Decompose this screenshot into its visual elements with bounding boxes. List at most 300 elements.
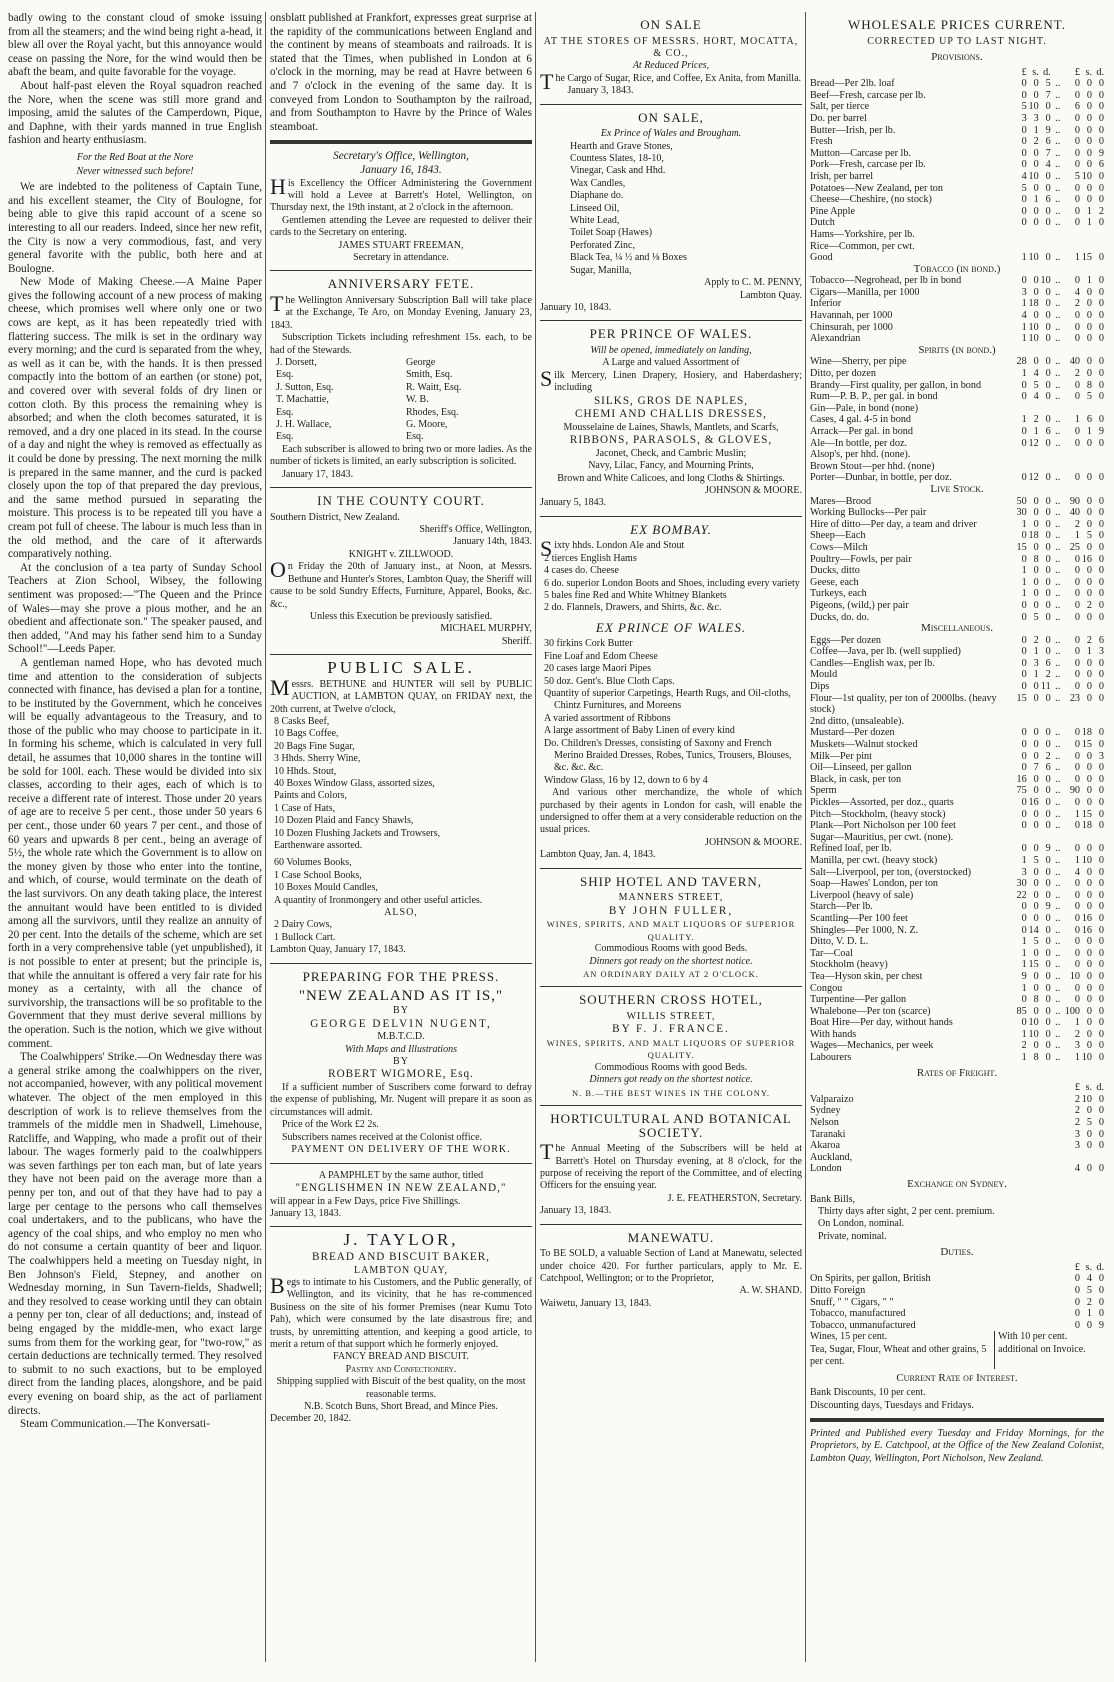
price-row: [810, 496, 1104, 508]
price-separator: ..: [1055, 321, 1061, 333]
price-value: 0: [1033, 750, 1039, 762]
price-value: 4: [1021, 310, 1027, 322]
price-separator: ..: [1055, 78, 1061, 90]
price-value: 0: [1098, 391, 1104, 403]
price-value: 0: [1021, 472, 1027, 484]
price-row: [810, 507, 1104, 519]
price-value: 0: [1045, 205, 1051, 217]
price-value: 0: [1098, 298, 1104, 310]
price-value: 5: [1021, 101, 1027, 113]
price-value: 0: [1074, 565, 1080, 577]
price-value: 2: [1021, 1040, 1027, 1052]
notice-body: His Excellency the Officer Administering the Government will hold a Levee at Barrett's Hotel, Wellington, on Thursday next, the 19th instant, at 2 o'clock in the afternoon.: [270, 173, 532, 214]
price-row: [810, 1017, 1104, 1029]
sale-item: 10 Dozen Plaid and Fancy Shawls,: [274, 815, 414, 827]
price-separator: ..: [1055, 588, 1061, 600]
price-row: [810, 948, 1104, 960]
sale-item: 2 do. Flannels, Drawers, and Shirts, &c. &c.: [544, 602, 722, 614]
price-value: 0: [1086, 669, 1092, 681]
price-value: 8: [1033, 1052, 1039, 1064]
price-separator: ..: [1055, 970, 1061, 982]
price-value: 0: [1074, 333, 1080, 345]
price-value: 0: [1086, 1028, 1092, 1040]
price-row: [810, 646, 1104, 658]
sale-item: Countess Slates, 18-10,: [570, 153, 664, 165]
price-value: 0: [1086, 866, 1092, 878]
manewatu-notice: [540, 1231, 802, 1311]
price-value: 1: [1021, 1052, 1027, 1064]
price-label: Scantling—Per 100 feet: [810, 912, 908, 924]
price-value: [1065, 403, 1080, 415]
price-value: 15: [1081, 739, 1092, 751]
price-value: 0: [1045, 1040, 1051, 1052]
notice-body: Dinners got ready on the shortest notice.: [589, 955, 753, 967]
price-separator: ..: [1055, 414, 1061, 426]
duty-line: Wines, 15 per cent.: [810, 1331, 888, 1343]
on-sale-notice: [540, 111, 802, 315]
price-value: 0: [1045, 217, 1051, 229]
price-value: 0: [1098, 762, 1104, 774]
column-rule: [265, 12, 266, 1662]
sale-item: Diaphane do.: [570, 190, 624, 202]
price-value: 3: [1021, 866, 1027, 878]
price-row: [810, 113, 1104, 125]
sale-item: A varied assortment of Ribbons: [544, 712, 671, 724]
price-value: 9: [1045, 901, 1051, 913]
price-value: 0: [1045, 495, 1051, 507]
price-value: 1: [1021, 252, 1027, 264]
notice-body: To BE SOLD, a valuable Section of Land at Manewatu, selected under choice 420. For further particulars, apply to Mr. E. Catchpool, Wellington; or to the Proprietor,: [540, 1248, 802, 1284]
price-value: 0: [1086, 1128, 1092, 1140]
price-value: 0: [1033, 681, 1039, 693]
price-value: 0: [1098, 518, 1104, 530]
price-value: 0: [1086, 947, 1092, 959]
price-value: 0: [1045, 530, 1051, 542]
author-degree: M.B.T.C.D.: [377, 1031, 425, 1043]
steward: J. H. Wallace, Esq.: [276, 419, 332, 443]
price-row: [810, 669, 1104, 681]
price-row: [810, 449, 1104, 461]
price-value: 0: [1098, 1273, 1104, 1285]
price-row: [810, 183, 1104, 195]
price-separator: ..: [1055, 878, 1061, 890]
price-value: 9: [1098, 426, 1104, 437]
price-header: £: [1074, 1082, 1080, 1094]
price-value: 10: [1028, 1028, 1039, 1040]
ship-hotel-notice: [540, 875, 802, 981]
price-row: [810, 125, 1104, 137]
notice-body: Gentlemen attending the Levee are requested to deliver their cards to the Secretary on entering.: [270, 214, 532, 239]
price-value: 0: [1074, 321, 1080, 333]
price-value: 2: [1074, 368, 1080, 380]
price-value: 0: [1074, 379, 1080, 391]
price-value: 1: [1021, 333, 1027, 345]
price-value: 0: [1074, 1308, 1080, 1320]
price-value: 85: [1016, 1005, 1027, 1017]
price-value: 7: [1045, 147, 1051, 159]
price-value: 0: [1045, 391, 1051, 403]
sale-items: [270, 919, 532, 944]
price-value: [1065, 832, 1080, 844]
notice-signature: J. E. FEATHERSTON, Secretary.: [667, 1192, 802, 1204]
price-separator: ..: [1055, 217, 1061, 229]
price-value: 0: [1098, 89, 1104, 101]
price-value: 0: [1021, 391, 1027, 403]
price-value: 0: [1086, 124, 1092, 136]
price-separator: [1051, 716, 1065, 728]
price-value: 0: [1045, 947, 1051, 959]
price-line: Price of the Work £2 2s.: [282, 1119, 379, 1131]
price-header: d.: [1096, 66, 1104, 78]
divider: [270, 963, 532, 964]
price-value: [1039, 832, 1051, 844]
price-value: 1: [1021, 576, 1027, 588]
price-value: 1: [1074, 1052, 1080, 1064]
price-value: 0: [1045, 112, 1051, 124]
price-value: 0: [1098, 843, 1104, 855]
price-value: 0: [1074, 762, 1080, 774]
price-value: 1: [1074, 252, 1080, 264]
price-value: 12: [1028, 472, 1039, 484]
price-value: 8: [1033, 553, 1039, 565]
price-value: 0: [1098, 947, 1104, 959]
notice-body: Subscribers names received at the Colonist office.: [282, 1131, 483, 1143]
price-value: 2: [1033, 136, 1039, 148]
duty-line: Tea, Sugar, Flour, Wheat and other grains, 5 per cent.: [810, 1343, 987, 1368]
sale-items: [270, 716, 532, 907]
price-value: 0: [1021, 994, 1027, 1006]
price-separator: ..: [1055, 391, 1061, 403]
price-value: 0: [1045, 1005, 1051, 1017]
price-value: 0: [1045, 379, 1051, 391]
price-value: [1080, 449, 1092, 461]
price-value: 0: [1098, 333, 1104, 345]
price-separator: ..: [1055, 89, 1061, 101]
price-value: 6: [1098, 159, 1104, 171]
price-value: 90: [1069, 785, 1080, 797]
price-label: Wine—Sherry, per pipe: [810, 356, 907, 368]
sale-item: 20 cases large Maori Pipes: [544, 663, 652, 675]
news-paragraph: At the conclusion of a tea party of Sunday School Teachers at Zion School, Wibsey, the following sentiment was proposed:—"The Queen and the Prince of Wales—may she prove a pious mother, and he an obedient and affectionate son." The speaker paused, and then added, "And may his father send him to a Sunday School!"—Leeds Paper.: [8, 561, 262, 656]
sale-item: 40 Boxes Window Glass, assorted sizes,: [274, 777, 435, 789]
price-row: [810, 1117, 1104, 1129]
price-value: 0: [1045, 101, 1051, 113]
bombay-notice: [540, 523, 802, 862]
price-value: 0: [1033, 692, 1039, 704]
price-row: [810, 356, 1104, 368]
price-separator: ..: [1055, 159, 1061, 171]
price-value: 4: [1033, 368, 1039, 380]
price-value: 0: [1086, 78, 1092, 90]
interest-lines: [810, 1387, 1104, 1412]
price-value: 2: [1098, 205, 1104, 217]
price-label: Inferior: [810, 298, 842, 310]
price-value: 12: [1028, 437, 1039, 449]
price-value: 3: [1098, 750, 1104, 762]
levee-notice: [270, 150, 532, 264]
price-value: [1027, 229, 1039, 241]
price-row: [810, 298, 1104, 310]
verse-line: For the Red Boat at the Nore: [76, 151, 194, 163]
price-label: Stockholm (heavy): [810, 959, 888, 971]
price-separator: ..: [1055, 1017, 1061, 1029]
price-value: 1: [1033, 669, 1039, 681]
price-value: 0: [1098, 588, 1104, 600]
price-value: 5: [1086, 391, 1092, 403]
price-label: Mould: [810, 669, 838, 681]
price-value: 0: [1045, 588, 1051, 600]
price-value: 1: [1074, 530, 1080, 542]
price-label: Candles—English wax, per lb.: [810, 657, 935, 669]
price-value: 0: [1045, 1017, 1051, 1029]
sale-item: Linseed Oil,: [570, 202, 620, 214]
price-value: 0: [1098, 889, 1104, 901]
price-value: 0: [1045, 553, 1051, 565]
price-separator: ..: [1055, 124, 1061, 136]
price-value: 0: [1033, 727, 1039, 739]
price-separator: ..: [1055, 472, 1061, 484]
price-label: Potatoes—New Zealand, per ton: [810, 182, 943, 194]
price-value: 1: [1021, 947, 1027, 959]
price-separator: ..: [1055, 599, 1061, 611]
price-value: 2: [1033, 634, 1039, 646]
price-value: 0: [1098, 692, 1104, 704]
price-separator: ..: [1055, 518, 1061, 530]
notice-date: Lambton Quay, Jan. 4, 1843.: [540, 849, 656, 861]
press-notice: [270, 970, 532, 1221]
notice-body: Will be opened, immediately on landing,: [590, 344, 752, 356]
price-separator: ..: [1055, 368, 1061, 380]
price-value: 15: [1081, 808, 1092, 820]
price-value: 23: [1069, 692, 1080, 704]
price-value: 0: [1074, 681, 1080, 693]
price-value: [1092, 403, 1104, 415]
price-value: 0: [1086, 576, 1092, 588]
price-value: 0: [1098, 414, 1104, 426]
price-label: Shingles—Per 1000, N. Z.: [810, 924, 919, 936]
divider: [270, 140, 532, 144]
prices-subtitle: CORRECTED UP TO LAST NIGHT.: [867, 35, 1047, 47]
price-value: 0: [1074, 437, 1080, 449]
price-value: 10: [1040, 275, 1051, 287]
price-value: 0: [1086, 368, 1092, 380]
sale-item: Quantity of superior Carpetings, Hearth Rugs, and Oil-cloths, Chintz Furnitures, and Moreens: [544, 688, 791, 712]
steward: J. Sutton, Esq.: [276, 381, 334, 393]
price-value: 18: [1028, 298, 1039, 310]
price-value: 5: [1033, 854, 1039, 866]
divider: [540, 1105, 802, 1106]
on-sale-notice: [540, 18, 802, 98]
price-separator: [1051, 449, 1065, 461]
price-value: 2: [1033, 414, 1039, 426]
price-value: 0: [1074, 205, 1080, 217]
price-value: 5: [1086, 530, 1092, 542]
price-row: [810, 519, 1104, 531]
price-value: 0: [1045, 518, 1051, 530]
price-value: 0: [1098, 1105, 1104, 1117]
notice-subtitle: Ex Prince of Wales and Brougham.: [600, 128, 742, 140]
sale-item: 10 Hhds. Stout,: [274, 765, 337, 777]
price-label: Pigeons, (wild,) per pair: [810, 599, 909, 611]
price-value: 0: [1086, 356, 1092, 368]
price-value: 0: [1045, 576, 1051, 588]
price-label: Pork—Fresh, carcase per lb.: [810, 159, 926, 171]
notice-body: Messrs. BETHUNE and HUNTER will sell by PUBLIC AUCTION, at LAMBTON QUAY, on FRIDAY next, the 20th current, at Twelve o'clock,: [270, 674, 532, 715]
price-value: 0: [1074, 1273, 1080, 1285]
news-paragraph: Steam Communication.—The Konversati-: [20, 1418, 210, 1431]
illustrator-name: ROBERT WIGMORE, Esq.: [328, 1068, 474, 1081]
price-value: [1092, 832, 1104, 844]
price-separator: ..: [1055, 170, 1061, 182]
price-value: 0: [1074, 472, 1080, 484]
price-value: 30: [1016, 507, 1027, 519]
price-value: 4: [1086, 1273, 1092, 1285]
price-value: 8: [1086, 379, 1092, 391]
price-value: 10: [1028, 1017, 1039, 1029]
price-value: 0: [1098, 252, 1104, 264]
price-value: 0: [1074, 924, 1080, 936]
price-header: [810, 1262, 1068, 1274]
price-value: 4: [1021, 170, 1027, 182]
price-value: 5: [1045, 78, 1051, 90]
notice-body: Dinners got ready on the shortest notice.: [589, 1074, 753, 1086]
price-row: [810, 913, 1104, 925]
exchange-lines: [810, 1194, 1104, 1244]
price-value: 0: [1021, 217, 1027, 229]
price-value: [1065, 229, 1080, 241]
price-value: [1015, 403, 1027, 415]
price-header: d.: [1096, 1082, 1104, 1094]
price-value: 2: [1074, 1105, 1080, 1117]
price-value: 0: [1074, 1296, 1080, 1308]
price-value: 5: [1033, 611, 1039, 623]
price-value: 6: [1045, 136, 1051, 148]
price-label: Muskets—Walnut stocked: [810, 739, 918, 751]
column-rule: [535, 12, 536, 1662]
imprint: Printed and Published every Tuesday and Friday Mornings, for the Proprietors, by E. Catchpool, at the Office of the New Zealand Colonist, Lambton Quay, Wellington, Port Nicholson, New Zealand.: [810, 1428, 1104, 1464]
stewards-list: [270, 357, 532, 444]
notice-title: ANNIVERSARY FETE.: [327, 276, 475, 292]
price-row: [810, 554, 1104, 566]
price-value: 0: [1074, 889, 1080, 901]
steward: G. Moore, Esq.: [406, 419, 448, 443]
price-value: 0: [1086, 310, 1092, 322]
price-value: 14: [1028, 924, 1039, 936]
price-row: [810, 530, 1104, 542]
price-label: Working Bullocks—Per pair: [810, 507, 927, 519]
price-label: Ducks, do. do.: [810, 611, 870, 623]
sale-item: 4 cases do. Cheese: [544, 565, 619, 577]
price-value: 0: [1045, 994, 1051, 1006]
price-value: 0: [1098, 310, 1104, 322]
by-label: BY: [393, 1005, 409, 1017]
price-value: 0: [1074, 124, 1080, 136]
price-label: Black, in cask, per ton: [810, 773, 902, 785]
notice-body: Unless this Execution be previously satisfied.: [309, 610, 493, 622]
price-value: 0: [1033, 205, 1039, 217]
price-separator: ..: [1055, 275, 1061, 287]
price-separator: ..: [1055, 611, 1061, 623]
price-value: 0: [1033, 866, 1039, 878]
price-value: 0: [1033, 878, 1039, 890]
price-separator: ..: [1055, 657, 1061, 669]
steward: J. Dorsett, Esq.: [276, 357, 317, 381]
price-separator: ..: [1055, 808, 1061, 820]
price-label: Hams—Yorkshire, per lb.: [810, 228, 915, 240]
notice-body: N. B.—THE BEST WINES IN THE COLONY.: [572, 1087, 770, 1098]
price-value: 0: [1086, 1140, 1092, 1152]
price-value: 0: [1021, 820, 1027, 832]
divider: [810, 1418, 1104, 1422]
notice-date: January 16, 1843.: [360, 163, 442, 176]
price-value: 0: [1045, 170, 1051, 182]
price-separator: [1051, 832, 1065, 844]
news-paragraph: About half-past eleven the Royal squadron reached the Nore, when the scene was still more grand and imposing, amid the salutes of the Camperdown, Pique, and Daphne, with their yards manned in true English fashion and hearty enthusiasm.: [8, 79, 262, 147]
section-heading: Exchange on Sydney.: [907, 1178, 1007, 1190]
price-value: 0: [1098, 866, 1104, 878]
price-row: [810, 832, 1104, 844]
column-prices: [810, 12, 1104, 1662]
price-row: [810, 380, 1104, 392]
notice-date: January 5, 1843.: [540, 497, 607, 509]
price-value: 0: [1045, 356, 1051, 368]
price-row: [810, 159, 1104, 171]
price-separator: ..: [1055, 646, 1061, 658]
price-row: [810, 252, 1104, 264]
price-value: [1027, 241, 1039, 253]
price-row: [810, 461, 1104, 473]
price-value: 5: [1033, 936, 1039, 948]
price-value: 18: [1028, 530, 1039, 542]
price-value: 0: [1086, 681, 1092, 693]
notice-place: MANNERS STREET,: [618, 892, 724, 904]
price-value: 2: [1074, 1028, 1080, 1040]
price-row: [810, 217, 1104, 229]
price-label: With hands: [810, 1028, 857, 1040]
price-separator: ..: [1055, 669, 1061, 681]
price-value: 0: [1098, 611, 1104, 623]
price-row: [810, 809, 1104, 821]
price-value: 4: [1045, 159, 1051, 171]
price-value: [1092, 1152, 1104, 1164]
price-value: 0: [1045, 808, 1051, 820]
price-value: 0: [1098, 507, 1104, 519]
price-value: 0: [1021, 78, 1027, 90]
price-label: Manilla, per cwt. (heavy stock): [810, 854, 938, 866]
price-value: 0: [1098, 576, 1104, 588]
notice-body: will appear in a Few Days, price Five Shillings.: [270, 1195, 461, 1207]
price-value: 0: [1074, 727, 1080, 739]
divider: [540, 986, 802, 987]
price-value: 0: [1033, 739, 1039, 751]
price-value: 0: [1045, 1028, 1051, 1040]
price-value: 9: [1098, 1319, 1104, 1331]
price-header: [810, 1082, 1068, 1094]
price-value: 0: [1033, 808, 1039, 820]
steward: T. Machattie, Esq.: [276, 394, 329, 418]
price-separator: ..: [1055, 356, 1061, 368]
price-value: 0: [1098, 808, 1104, 820]
price-value: 0: [1086, 982, 1092, 994]
price-row: [810, 925, 1104, 937]
price-value: [1080, 832, 1092, 844]
sale-item: 10 Boxes Mould Candles,: [274, 882, 378, 894]
notice-body: Begs to intimate to his Customers, and the Public generally, of Wellington, and its vicinity, that he has re-commenced Business on the site of his former Premises (near Kumu Toto Pah), which were consumed by the late disastrous fire; and trusts, by unremitting attention, and keeping a good article, to merit a return of that support which he formerly enjoyed.: [270, 1272, 532, 1350]
price-value: 0: [1086, 159, 1092, 171]
price-separator: ..: [1055, 681, 1061, 693]
price-row: [810, 751, 1104, 763]
price-value: 0: [1098, 530, 1104, 542]
